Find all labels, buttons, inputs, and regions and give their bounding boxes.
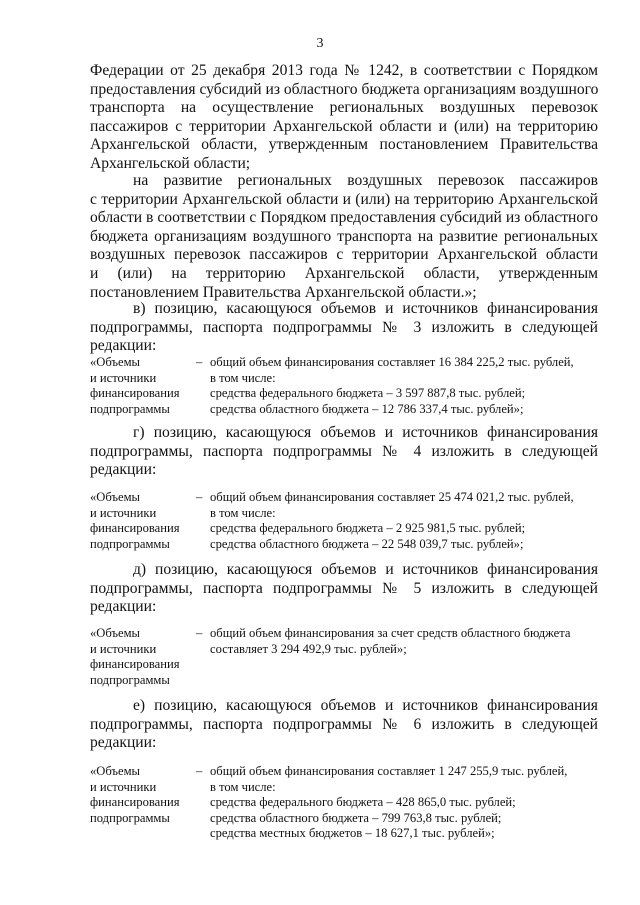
text-line: подпрограммы, паспорта подпрограммы № 6 изложить в следующей xyxy=(90,715,598,733)
value-line: средства местных бюджетов – 18 627,1 тыс. рублей»; xyxy=(210,826,495,840)
paragraph-item-g xyxy=(90,424,598,480)
text-line: с территории Архангельской области и (или) на территорию Архангельской xyxy=(90,190,598,208)
page-number: 3 xyxy=(316,36,324,51)
label-line: и источники xyxy=(90,779,157,794)
table-label xyxy=(90,355,190,417)
label-line: финансирования xyxy=(90,795,180,809)
paragraph-intro xyxy=(90,62,598,174)
paragraph-regional-development xyxy=(90,172,598,302)
text-line: подпрограммы, паспорта подпрограммы № 3 изложить в следующей xyxy=(90,318,598,336)
table-dash: – xyxy=(196,764,203,778)
text-line: редакции: xyxy=(90,598,157,616)
label-line: подпрограммы xyxy=(90,672,170,687)
text-line: постановлением Правительства Архангельской области.»; xyxy=(90,283,477,301)
value-line: общий объем финансирования составляет 1 247 255,9 тыс. рублей, xyxy=(210,764,568,778)
label-line: финансирования xyxy=(90,521,180,535)
text-line: редакции: xyxy=(90,461,157,479)
value-line: общий объем финансирования составляет 16 384 225,2 тыс. рублей, xyxy=(210,355,574,369)
label-line: финансирования xyxy=(90,657,180,671)
label-line: и источники xyxy=(90,370,157,385)
text-line: г) позицию, касающуюся объемов и источников финансирования xyxy=(133,424,598,441)
table-value xyxy=(210,355,600,417)
text-line: на развитие региональных воздушных перевозок пассажиров xyxy=(133,172,598,189)
text-line: пассажиров с территории Архангельской области и (или) на территорию xyxy=(90,117,598,135)
label-line: «Объемы xyxy=(90,490,141,504)
text-line: предоставления субсидий из областного бюджета организациям воздушного xyxy=(90,80,599,98)
text-line: д) позицию, касающуюся объемов и источников финансирования xyxy=(133,561,598,578)
table-label xyxy=(90,626,190,688)
value-line: составляет 3 294 492,9 тыс. рублей»; xyxy=(210,641,407,656)
label-line: и источники xyxy=(90,505,157,520)
label-line: и источники xyxy=(90,641,157,656)
value-line: средства федерального бюджета – 3 597 887,8 тыс. рублей; xyxy=(210,386,526,400)
value-line: в том числе: xyxy=(210,370,276,385)
label-line: «Объемы xyxy=(90,764,141,778)
text-line: в) позицию, касающуюся объемов и источников финансирования xyxy=(133,300,598,317)
label-line: финансирования xyxy=(90,386,180,400)
table-dash: – xyxy=(196,626,203,640)
table-dash: – xyxy=(196,490,203,504)
value-line: средства областного бюджета – 12 786 337,4 тыс. рублей»; xyxy=(210,401,524,416)
label-line: «Объемы xyxy=(90,355,141,369)
text-line: транспорта на осуществление региональных воздушных перевозок xyxy=(90,99,598,117)
table-value xyxy=(210,490,600,552)
paragraph-item-d xyxy=(90,561,598,617)
text-line: и (или) на территорию Архангельской области, утвержденным xyxy=(90,264,598,282)
label-line: подпрограммы xyxy=(90,401,170,416)
table-dash: – xyxy=(196,355,203,369)
label-line: подпрограммы xyxy=(90,810,170,825)
value-line: средства федерального бюджета – 428 865,0 тыс. рублей; xyxy=(210,795,516,809)
text-line: е) позицию, касающуюся объемов и источников финансирования xyxy=(133,697,598,714)
text-line: Федерации от 25 декабря 2013 года № 1242, в соответствии с Порядком xyxy=(90,62,598,79)
text-line: бюджета организациям воздушного транспорта на развитие региональных xyxy=(90,227,598,245)
paragraph-item-v xyxy=(90,300,598,356)
table-value xyxy=(210,626,600,657)
value-line: средства областного бюджета – 799 763,8 тыс. рублей; xyxy=(210,810,502,825)
text-line: Архангельской области; xyxy=(90,154,251,172)
table-label xyxy=(90,764,190,826)
table-label xyxy=(90,490,190,552)
paragraph-item-e xyxy=(90,697,598,753)
table-value xyxy=(210,764,600,842)
value-line: средства областного бюджета – 22 548 039,7 тыс. рублей»; xyxy=(210,536,524,551)
text-line: области в соответствии с Порядком предоставления субсидий из областного xyxy=(90,209,598,227)
text-line: редакции: xyxy=(90,337,157,355)
text-line: подпрограммы, паспорта подпрограммы № 4 изложить в следующей xyxy=(90,442,598,460)
value-line: общий объем финансирования за счет средств областного бюджета xyxy=(210,626,571,640)
text-line: воздушных перевозок пассажиров с территории Архангельской области xyxy=(90,246,598,264)
label-line: «Объемы xyxy=(90,626,141,640)
text-line: Архангельской области, утвержденным постановлением Правительства xyxy=(90,136,598,154)
text-line: редакции: xyxy=(90,734,157,752)
value-line: в том числе: xyxy=(210,779,276,794)
value-line: средства федерального бюджета – 2 925 981,5 тыс. рублей; xyxy=(210,521,526,535)
label-line: подпрограммы xyxy=(90,536,170,551)
text-line: подпрограммы, паспорта подпрограммы № 5 изложить в следующей xyxy=(90,579,598,597)
value-line: в том числе: xyxy=(210,505,276,520)
value-line: общий объем финансирования составляет 25 474 021,2 тыс. рублей, xyxy=(210,490,574,504)
